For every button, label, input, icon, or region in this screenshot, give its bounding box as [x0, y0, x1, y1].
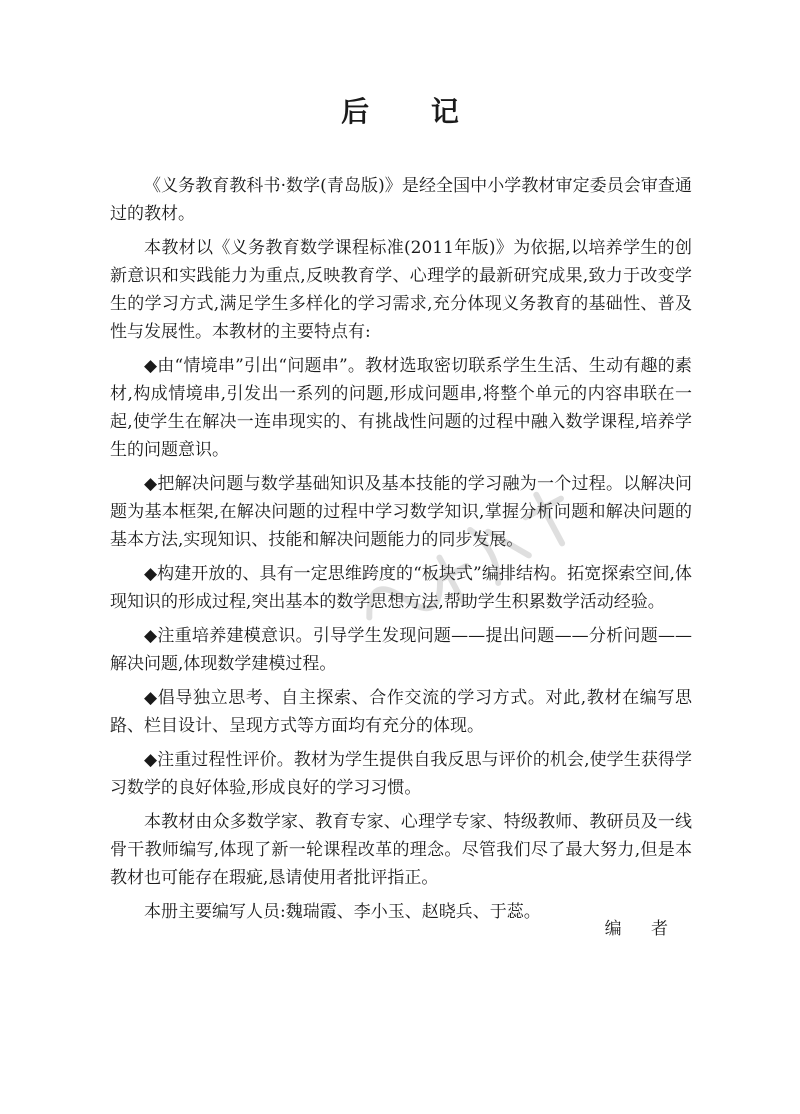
- paragraph-feature-3: ◆构建开放的、具有一定思维跨度的“板块式”编排结构。拓宽探索空间,体现知识的形成过程,突出基本的数学思想方法,帮助学生积累数学活动经验。: [110, 564, 692, 612]
- signature: 编 者: [604, 919, 680, 939]
- paragraph-feature-1: ◆由“情境串”引出“问题串”。教材选取密切联系学生生活、生动有趣的素材,构成情境串,引发出一系列的问题,形成问题串,将整个单元的内容串联在一起,使学生在解决一连串现实的、有挑战性问题的过程中融入数学课程,培养学生的问题意识。: [110, 356, 692, 460]
- paragraph-feature-4: ◆注重培养建模意识。引导学生发现问题——提出问题——分析问题——解决问题,体现数学建模过程。: [110, 626, 692, 674]
- paragraph-intro: 《义务教育教科书·数学(青岛版)》是经全国中小学教材审定委员会审查通过的教材。: [110, 176, 692, 224]
- page-title: 后 记: [341, 95, 485, 128]
- body-text: [110, 172, 692, 926]
- paragraph-feature-2: ◆把解决问题与数学基础知识及基本技能的学习融为一个过程。以解决问题为基本框架,在解决问题的过程中学习数学知识,掌握分析问题和解决问题的基本方法,实现知识、技能和解决问题能力的同步发展。: [110, 474, 692, 550]
- paragraph-basis: 本教材以《义务教育数学课程标准(2011年版)》为依据,以培养学生的创新意识和实践能力为重点,反映教育学、心理学的最新研究成果,致力于改变学生的学习方式,满足学生多样化的学习需求,充分体现义务教育的基础性、普及性与发展性。本教材的主要特点有:: [110, 238, 692, 342]
- authors-line: 本册主要编写人员:魏瑞霞、李小玉、赵晓兵、于蕊。: [144, 902, 541, 922]
- paragraph-feature-5: ◆倡导独立思考、自主探索、合作交流的学习方式。对此,教材在编写思路、栏目设计、呈现方式等方面均有充分的体现。: [110, 688, 692, 736]
- paragraph-feature-6: ◆注重过程性评价。教材为学生提供自我反思与评价的机会,使学生获得学习数学的良好体验,形成良好的学习习惯。: [110, 750, 692, 798]
- paragraph-closing: 本教材由众多数学家、教育专家、心理学专家、特级教师、教研员及一线骨干教师编写,体现了新一轮课程改革的理念。尽管我们尽了最大努力,但是本教材也可能存在瑕疵,恳请使用者批评指正。: [110, 812, 692, 888]
